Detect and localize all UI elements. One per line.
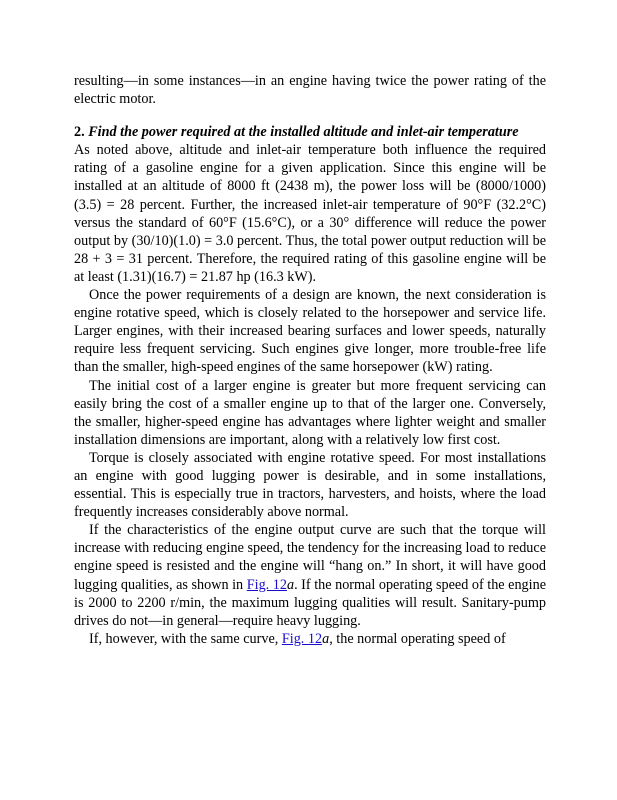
figure-12-link-2[interactable]: Fig. 12 — [281, 630, 323, 647]
section-title: Find the power required at the installed altitude and inlet-air temperature — [88, 124, 519, 141]
paragraph-same-curve — [74, 630, 546, 648]
intro-paragraph: resulting—in some instances—in an engine having twice the power rating of the electric motor. — [74, 73, 546, 108]
paragraph-output-curve — [74, 521, 546, 630]
output-curve-text-end: . If the normal operating speed of the engine is 2000 to 2200 r/min, the maximum lugging qualities will result. Sanitary-pump drives do not—in general—require heavy lugging. — [74, 576, 546, 629]
same-curve-text-start: If, however, with the same curve, — [89, 630, 282, 647]
section-heading — [74, 123, 546, 141]
paragraph-initial-cost: The initial cost of a larger engine is greater but more frequent servicing can easily bring the cost of a smaller engine up to that of the larger one. Conversely, the smaller, higher-speed engine has advantages where lighter weight and smaller installation dimensions are important, along with a relatively low first cost. — [74, 377, 546, 448]
figure-12-subpart-2: a — [322, 630, 330, 647]
paragraph-torque: Torque is closely associated with engine rotative speed. For most installations an engine with good lugging power is desirable, and in some installations, essential. This is especially true in tractors, harvesters, and hoists, where the load frequently increases considerably above normal. — [74, 449, 546, 521]
same-curve-text-end: , the normal operating speed of — [329, 630, 506, 647]
paragraph-power-loss: As noted above, altitude and inlet-air temperature both influence the required rating of a gasoline engine for a given application. Since this engine will be installed at an altitude of 8000 ft (2438 m), the power loss will be (8000/1000)(3.5) = 28 percent. Further, the increased inlet-air temperature of 90°F (32.2°C) versus the standard of 60°F (15.6°C), or a 30° difference will reduce the power output by (30/10)(1.0) = 3.0 percent. Thus, the total power output reduction will be 28 + 3 = 31 percent. Therefore, the required rating of this gasoline engine will be at least (1.31)(16.7) = 21.87 hp (16.3 kW). — [74, 142, 546, 285]
document-page — [74, 72, 546, 648]
section-number: 2. — [74, 124, 85, 141]
figure-12-link[interactable]: Fig. 12 — [246, 576, 287, 593]
paragraph-rotative-speed: Once the power requirements of a design are known, the next consideration is engine rotative speed, which is closely related to the horsepower and service life. Larger engines, with their increased bearing surfaces and lower speeds, naturally require less frequent servicing. Such engines give longer, more trouble-free life than the smaller, high-speed engines of the same horsepower (kW) rating. — [74, 287, 546, 376]
output-curve-text-start: If the characteristics of the engine output curve are such that the torque will increase with reducing engine speed, the tendency for the increasing load to reduce engine speed is resisted and the engine will “hang on.” In short, it will have good lugging qualities, as shown in — [74, 522, 546, 593]
figure-12-subpart: a — [286, 576, 295, 593]
